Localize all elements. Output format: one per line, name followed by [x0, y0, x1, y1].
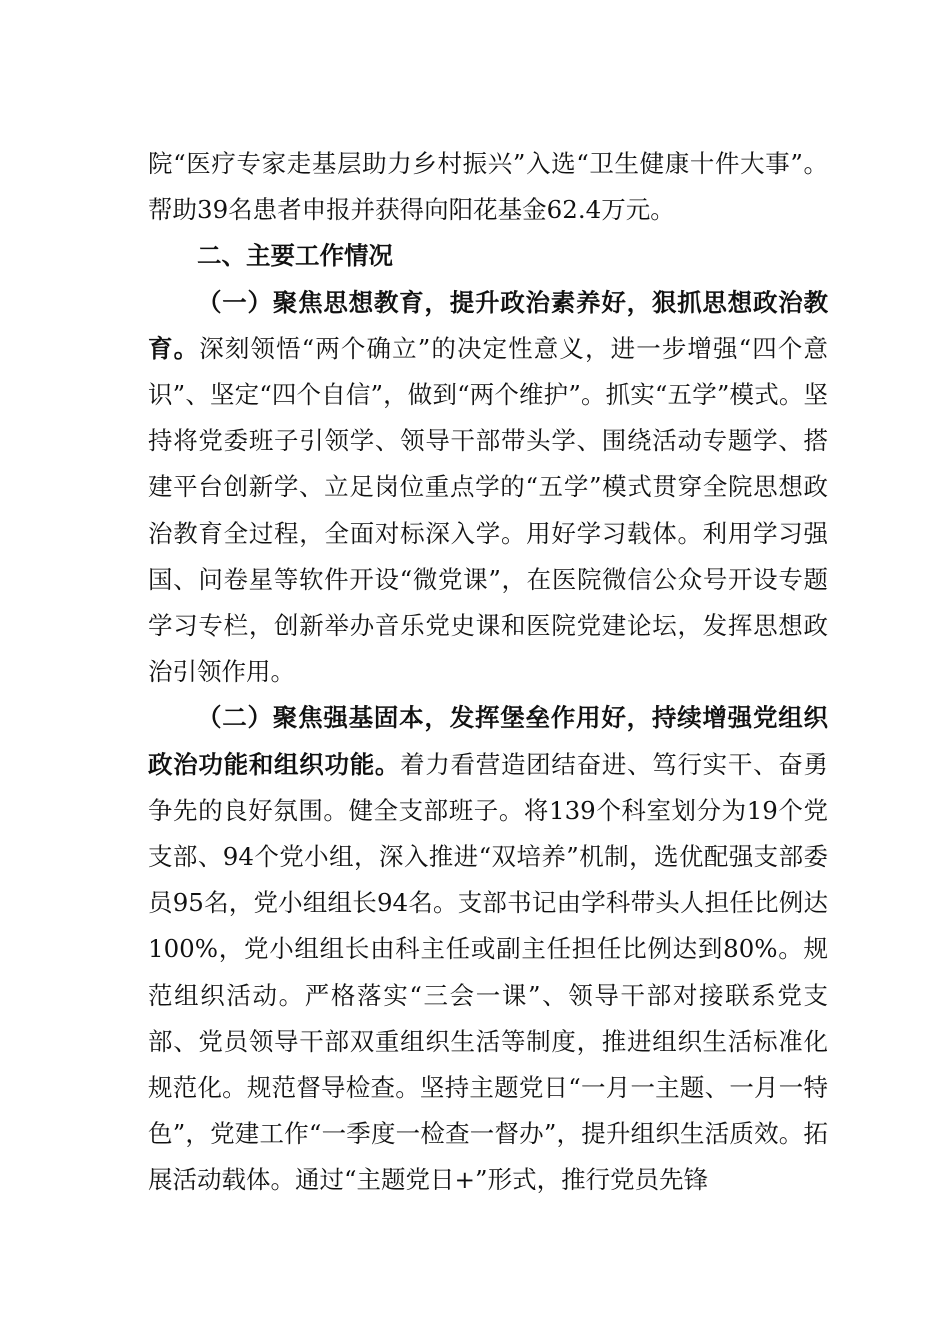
- document-body: [148, 141, 828, 1204]
- paragraph-two: [148, 695, 828, 1203]
- paragraph-two-body: 着力看营造团结奋进、笃行实干、奋勇争先的良好氛围。健全支部班子。将139个科室划分为19个党支部、94个党小组，深入推进“双培养”机制，选优配强支部委员95名，党小组组长94名。支部书记由学科带头人担任比例达100%，党小组组长由科主任或副主任担任比例达到80%。规范组织活动。严格落实“三会一课”、领导干部对接联系党支部、党员领导干部双重组织生活等制度，推进组织生活标准化规范化。规范督导检查。坚持主题党日“一月一主题、一月一特色”，党建工作“一季度一检查一督办”，提升组织生活质效。拓展活动载体。通过“主题党日+”形式，推行党员先锋: [148, 749, 829, 1195]
- paragraph-one-body: 深刻领悟“两个确立”的决定性意义，进一步增强“四个意识”、坚定“四个自信”，做到“两个维护”。抓实“五学”模式。坚持将党委班子引领学、领导干部带头学、围绕活动专题学、搭建平台创新学、立足岗位重点学的“五学”模式贯穿全院思想政治教育全过程，全面对标深入学。用好学习载体。利用学习强国、问卷星等软件开设“微党课”，在医院微信公众号开设专题学习专栏，创新举办音乐党史课和医院党建论坛，发挥思想政治引领作用。: [148, 333, 828, 687]
- paragraph-continued: 院“医疗专家走基层助力乡村振兴”入选“卫生健康十件大事”。帮助39名患者申报并获得向阳花基金62.4万元。: [148, 149, 828, 225]
- paragraph-one: [148, 280, 828, 696]
- paragraph-one-title: （一）聚焦思想教育，提升政治素养好，狠抓思想政治教育。: [148, 287, 828, 363]
- paragraph-two-title: （二）聚焦强基固本，发挥堡垒作用好，持续增强党组织政治功能和组织功能。: [148, 703, 828, 779]
- section-heading: 二、主要工作情况: [197, 241, 393, 271]
